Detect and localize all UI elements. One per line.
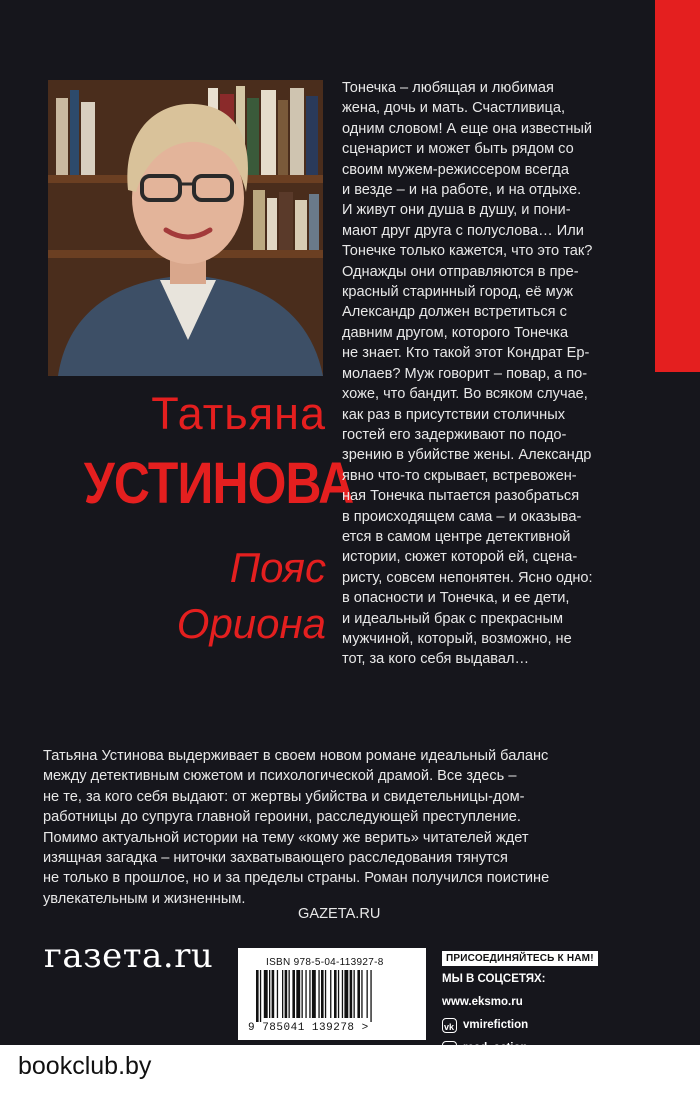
- book-title-line-1: Пояс: [229, 544, 326, 591]
- vk-icon: vk: [442, 1018, 457, 1033]
- annotation-line: зрению в убийстве жены. Александр: [342, 447, 592, 464]
- annotation-line: явно что-то скрывает, встревожен-: [342, 467, 577, 484]
- book-title: [120, 540, 326, 652]
- isbn-text: ISBN 978-5-04-113927-8: [266, 957, 384, 968]
- instagram-link[interactable]: [442, 1038, 628, 1058]
- footer-site-link[interactable]: bookclub.by: [18, 1052, 152, 1080]
- author-last-name: УСТИНОВА: [83, 451, 354, 516]
- review-line: Помимо актуальной истории на тему «кому же верить» читателей ждет: [43, 829, 529, 846]
- review-line: не только в прошлое, но и за пределы страны. Роман получился поистине: [43, 870, 550, 887]
- annotation-line: красный старинный город, её муж: [342, 284, 574, 301]
- review-line: не те, за кого себя выдают: от жертвы убийства и свидетельницы-дом-: [43, 788, 525, 805]
- annotation-line: хоже, что бандит. Во всяком случае,: [342, 386, 588, 403]
- book-annotation: [342, 78, 657, 670]
- social-block: [442, 948, 628, 1058]
- annotation-line: Александр должен встретиться с: [342, 304, 567, 321]
- review-line: увлекательным и жизненным.: [43, 890, 246, 907]
- annotation-line: и везде – и на работе, и на отдыхе.: [342, 182, 582, 199]
- annotation-line: одним словом! А еще она известный: [342, 120, 593, 137]
- annotation-line: в опасности и Тонечка, и ее дети,: [342, 590, 570, 607]
- review-line: работницы до супруга главной героини, расследующей преступление.: [43, 809, 521, 826]
- annotation-line: жена, дочь и мать. Счастливица,: [342, 100, 566, 117]
- annotation-line: мужчиной, который, возможно, не: [342, 630, 572, 647]
- annotation-line: тот, за кого себя выдавал…: [342, 651, 530, 668]
- annotation-line: молаев? Муж говорит – повар, а по-: [342, 365, 588, 382]
- annotation-line: сценарист и может быть рядом со: [342, 141, 574, 158]
- annotation-line: в происходящем сама – и оказыва-: [342, 508, 582, 525]
- annotation-line: своим мужем-режиссером всегда: [342, 161, 569, 178]
- vk-handle: vmirefiction: [463, 1019, 529, 1031]
- gazeta-logo: газета.ru: [44, 936, 214, 976]
- annotation-line: И живут они душа в душу, и пони-: [342, 202, 571, 219]
- publisher-site-link[interactable]: www.eksmo.ru: [442, 996, 523, 1008]
- barcode-panel: [238, 948, 426, 1040]
- annotation-line: Однажды они отправляются в пре-: [342, 263, 579, 280]
- review-line: между детективным сюжетом и психологической драмой. Все здесь –: [43, 768, 517, 785]
- author-photo: [48, 80, 323, 376]
- author-first-name: Татьяна: [151, 388, 326, 439]
- review-source: GAZETA.RU: [298, 906, 381, 922]
- red-accent-strip: [655, 0, 700, 372]
- instagram-handle: read_action: [463, 1042, 528, 1054]
- review-line: изящная загадка – ниточки захватывающего расследования тянутся: [43, 850, 508, 867]
- join-us-badge: ПРИСОЕДИНЯЙТЕСЬ К НАМ!: [442, 951, 598, 966]
- annotation-line: Тонечке только кажется, что это так?: [342, 243, 593, 260]
- social-networks-label: МЫ В СОЦСЕТЯХ:: [442, 973, 546, 985]
- annotation-line: и идеальный брак с прекрасным: [342, 610, 563, 627]
- annotation-line: ристу, совсем непонятен. Ясно одно:: [342, 569, 593, 586]
- barcode-number: 9 785041 139278 >: [248, 1022, 369, 1034]
- annotation-line: гостей его задерживают по подо-: [342, 426, 567, 443]
- barcode-icon: [256, 970, 408, 1022]
- annotation-line: как раз в присутствии столичных: [342, 406, 565, 423]
- annotation-line: истории, сюжет которой ей, сцена-: [342, 549, 578, 566]
- annotation-line: не знает. Кто такой этот Кондрат Ер-: [342, 345, 590, 362]
- annotation-line: Тонечка – любящая и любимая: [342, 80, 554, 96]
- vk-link[interactable]: [442, 1015, 628, 1035]
- instagram-icon: [442, 1041, 457, 1056]
- review-line: Татьяна Устинова выдерживает в своем новом романе идеальный баланс: [43, 748, 549, 764]
- book-title-line-2: Ориона: [176, 600, 326, 647]
- press-review: [43, 746, 663, 909]
- annotation-line: ется в самом центре детективной: [342, 528, 571, 545]
- annotation-line: давним другом, которого Тонечка: [342, 324, 569, 341]
- annotation-line: ная Тонечка пытается разобраться: [342, 488, 580, 505]
- annotation-line: мают друг друга с полуслова… Или: [342, 222, 584, 239]
